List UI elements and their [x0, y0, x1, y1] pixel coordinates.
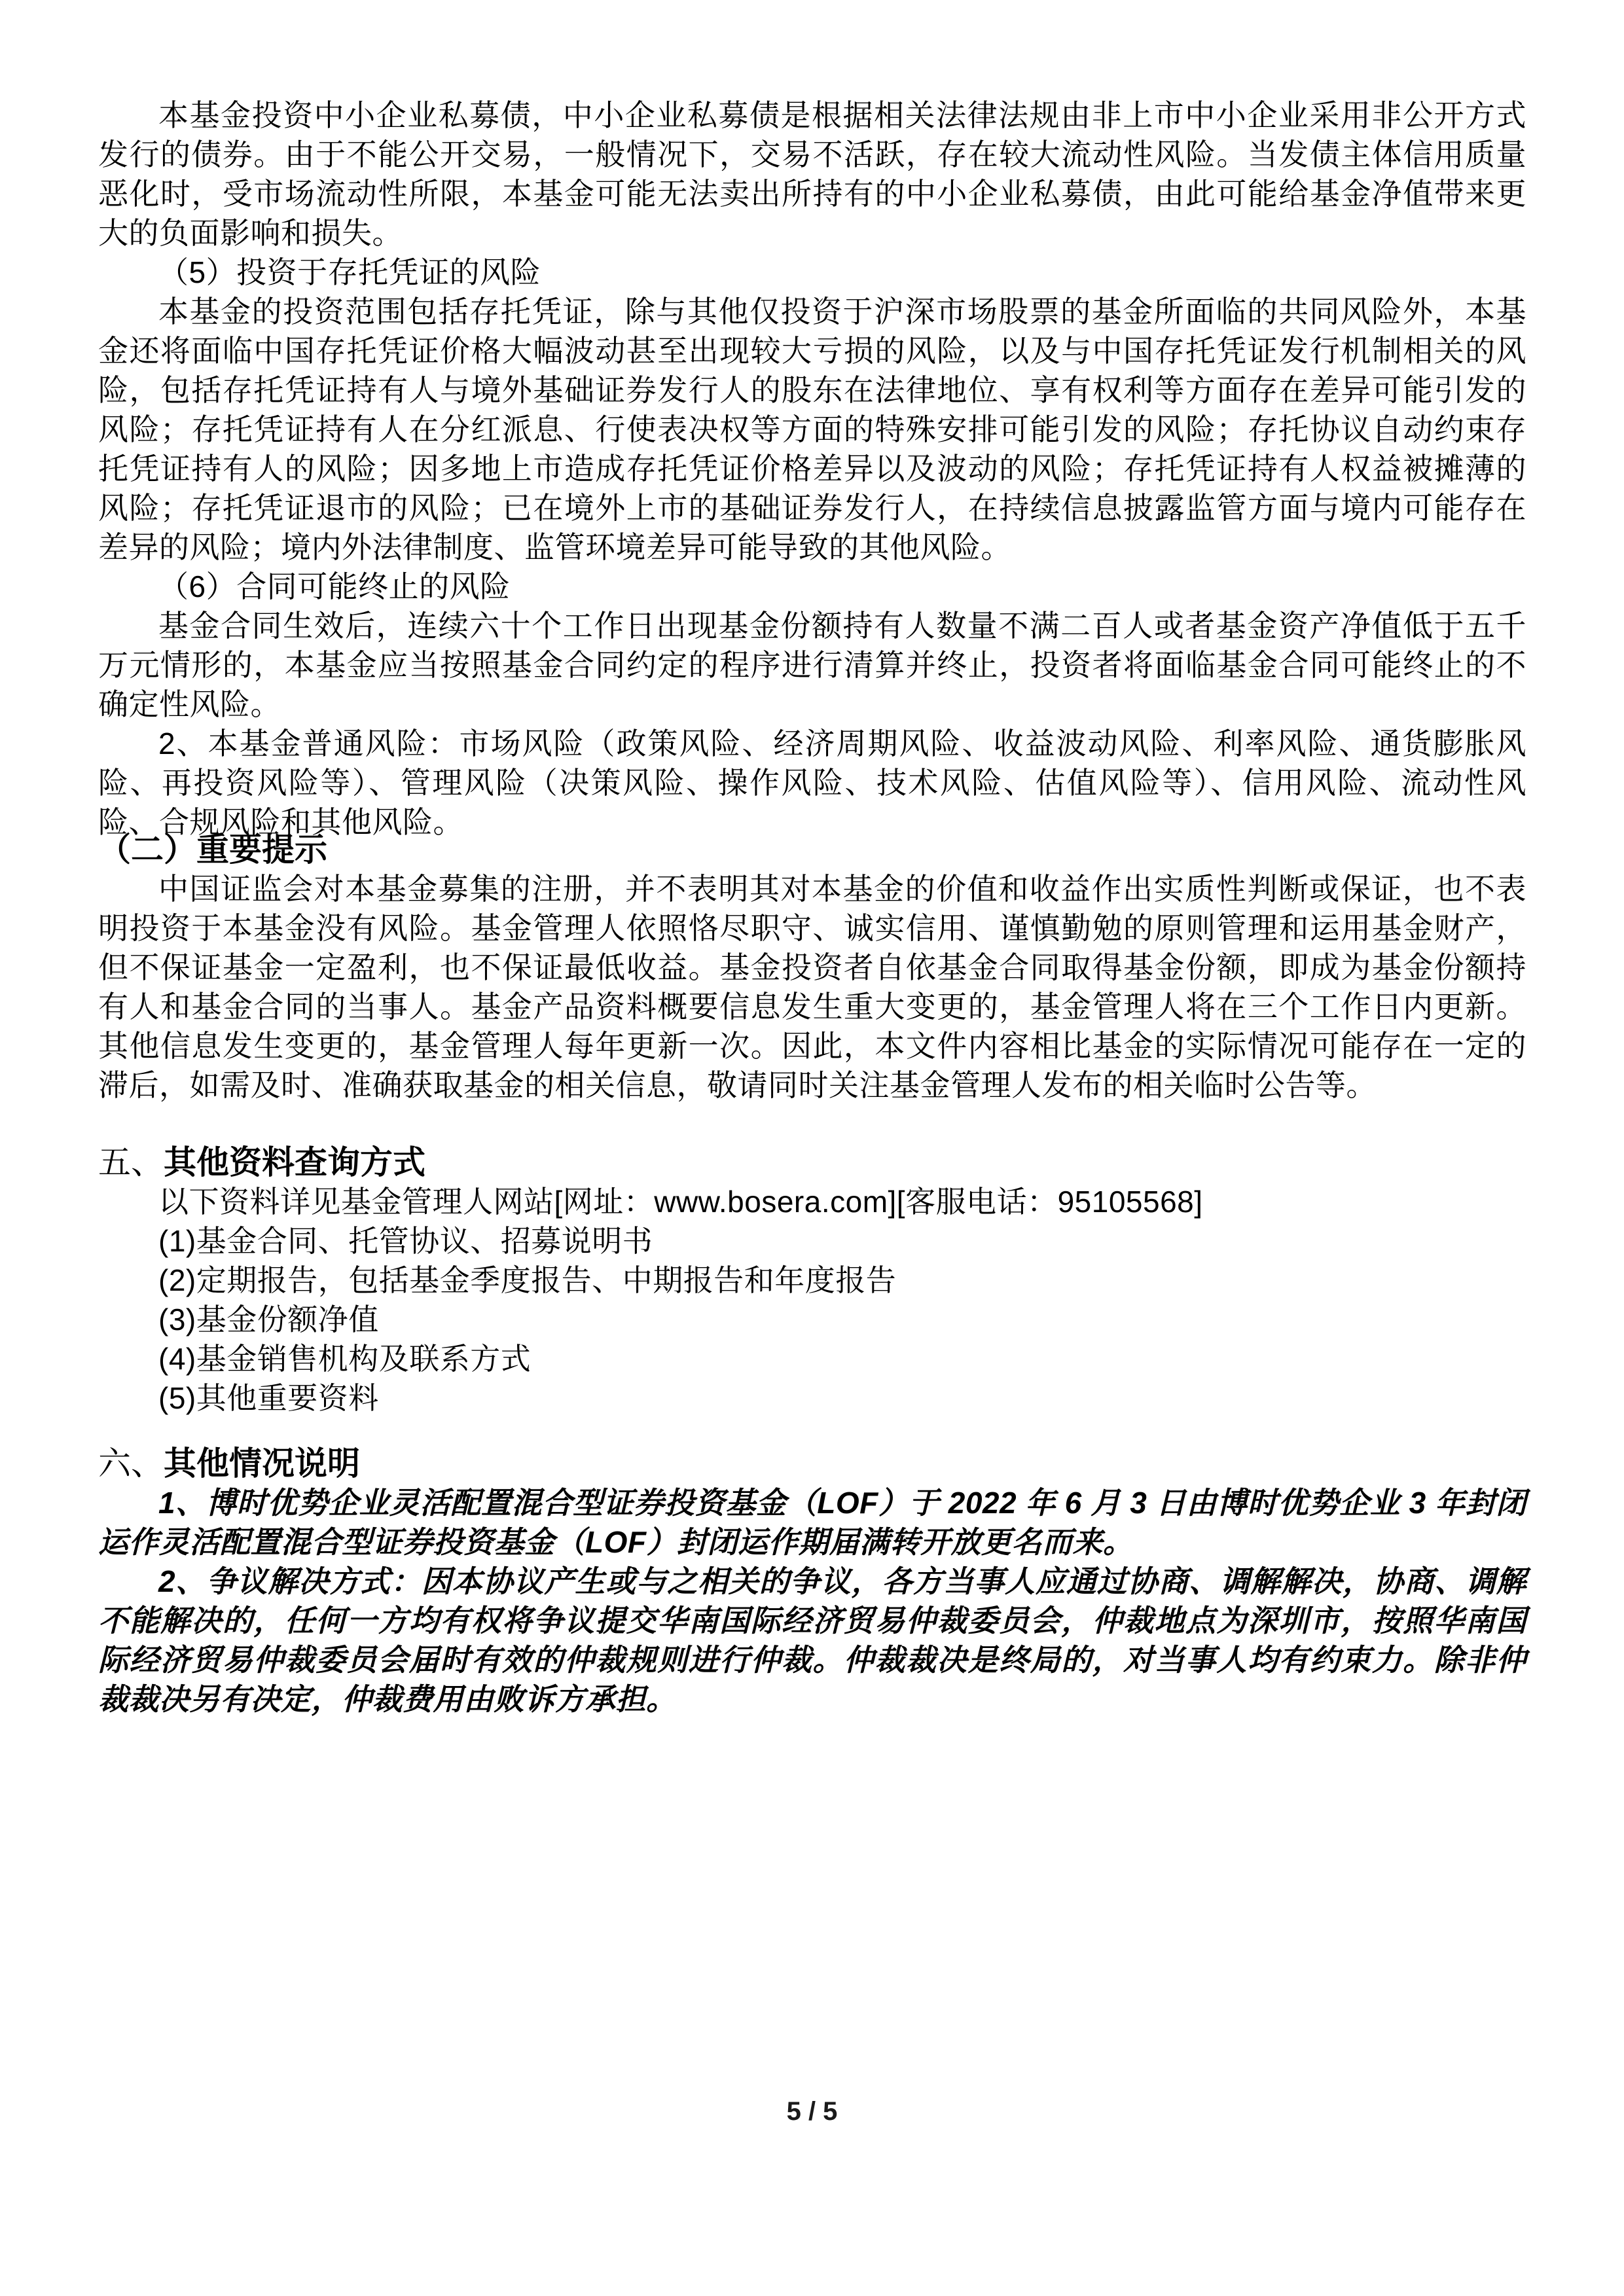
heading-important-notice: （二）重要提示: [98, 831, 327, 868]
paragraph-contract-termination-risk: 基金合同生效后，连续六十个工作日出现基金份额持有人数量不满二百人或者基金资产净值低于五千万元情形的，本基金应当按照基金合同约定的程序进行清算并终止，投资者将面临基金合同可能终止的不确定性风险。: [98, 609, 1526, 721]
list-item-fund-contract-docs: (1)基金合同、托管协议、招募说明书: [158, 1224, 653, 1258]
paragraph-cdr-risk: 本基金的投资范围包括存托凭证，除与其他仅投资于沪深市场股票的基金所面临的共同风险外，本基金还将面临中国存托凭证价格大幅波动甚至出现较大亏损的风险，以及与中国存托凭证发行机制相关的风险，包括存托凭证持有人与境外基础证券发行人的股东在法律地位、享有权利等方面存在差异可能引发的风险；存托凭证持有人在分红派息、行使表决权等方面的特殊安排可能引发的风险；存托协议自动约束存托凭证持有人的风险；因多地上市造成存托凭证价格差异以及波动的风险；存托凭证持有人权益被摊薄的风险；存托凭证退市的风险；已在境外上市的基础证券发行人，在持续信息披露监管方面与境内可能存在差异的风险；境内外法律制度、监管环境差异可能导致的其他风险。: [98, 295, 1526, 564]
list-item-nav: (3)基金份额净值: [158, 1302, 379, 1336]
heading-section-5-other-info-access: [98, 1143, 1526, 1182]
section-6-number: 六、: [98, 1445, 164, 1482]
section-5-title: 其他资料查询方式: [164, 1144, 425, 1181]
section-6-title: 其他情况说明: [164, 1445, 360, 1482]
paragraph-important-notice: 中国证监会对本基金募集的注册，并不表明其对本基金的价值和收益作出实质性判断或保证，也不表明投资于本基金没有风险。基金管理人依照恪尽职守、诚实信用、谨慎勤勉的原则管理和运用基金财产，但不保证基金一定盈利，也不保证最低收益。基金投资者自依基金合同取得基金份额，即成为基金份额持有人和基金合同的当事人。基金产品资料概要信息发生重大变更的，基金管理人将在三个工作日内更新。其他信息发生变更的，基金管理人每年更新一次。因此，本文件内容相比基金的实际情况可能存在一定的滞后，如需及时、准确获取基金的相关信息，敬请同时关注基金管理人发布的相关临时公告等。: [98, 872, 1526, 1102]
heading-section-6-other-notes: [98, 1444, 1526, 1483]
subheading-item5-cdr-risk: （5）投资于存托凭证的风险: [158, 255, 541, 289]
paragraph-smb-private-bond-risk: 本基金投资中小企业私募债，中小企业私募债是根据相关法律法规由非上市中小企业采用非公开方式发行的债券。由于不能公开交易，一般情况下，交易不活跃，存在较大流动性风险。当发债主体信用质量恶化时，受市场流动性所限，本基金可能无法卖出所持有的中小企业私募债，由此可能给基金净值带来更大的负面影响和损失。: [98, 98, 1526, 250]
document-body: [98, 96, 1526, 1719]
list-item-sales-agencies: (4)基金销售机构及联系方式: [158, 1342, 532, 1376]
subheading-item6-contract-termination-risk: （6）合同可能终止的风险: [158, 569, 511, 603]
paragraph-common-risks: 2、本基金普通风险：市场风险（政策风险、经济周期风险、收益波动风险、利率风险、通货膨胀风险、再投资风险等）、管理风险（决策风险、操作风险、技术风险、估值风险等）、信用风险、流动性风险、合规风险和其他风险。: [98, 726, 1526, 839]
paragraph-dispute-resolution: 2、争议解决方式：因本协议产生或与之相关的争议，各方当事人应通过协商、调解解决，协商、调解不能解决的，任何一方均有权将争议提交华南国际经济贸易仲裁委员会，仲裁地点为深圳市，按照华南国际经济贸易仲裁委员会届时有效的仲裁规则进行仲裁。仲裁裁决是终局的，对当事人均有约束力。除非仲裁裁决另有决定，仲裁费用由败诉方承担。: [98, 1564, 1526, 1716]
section-5-number: 五、: [98, 1144, 164, 1181]
paragraph-info-access-intro: 以下资料详见基金管理人网站[网址：www.bosera.com][客服电话：95105568]: [158, 1185, 1203, 1219]
list-item-other-materials: (5)其他重要资料: [158, 1381, 379, 1415]
list-item-periodic-reports: (2)定期报告，包括基金季度报告、中期报告和年度报告: [158, 1263, 897, 1297]
paragraph-fund-rename-history: 1、博时优势企业灵活配置混合型证券投资基金（LOF）于 2022 年 6 月 3 日由博时优势企业 3 年封闭运作灵活配置混合型证券投资基金（LOF）封闭运作期届满转开放更名而来。: [98, 1486, 1526, 1559]
page-number: 5 / 5: [786, 2097, 838, 2126]
